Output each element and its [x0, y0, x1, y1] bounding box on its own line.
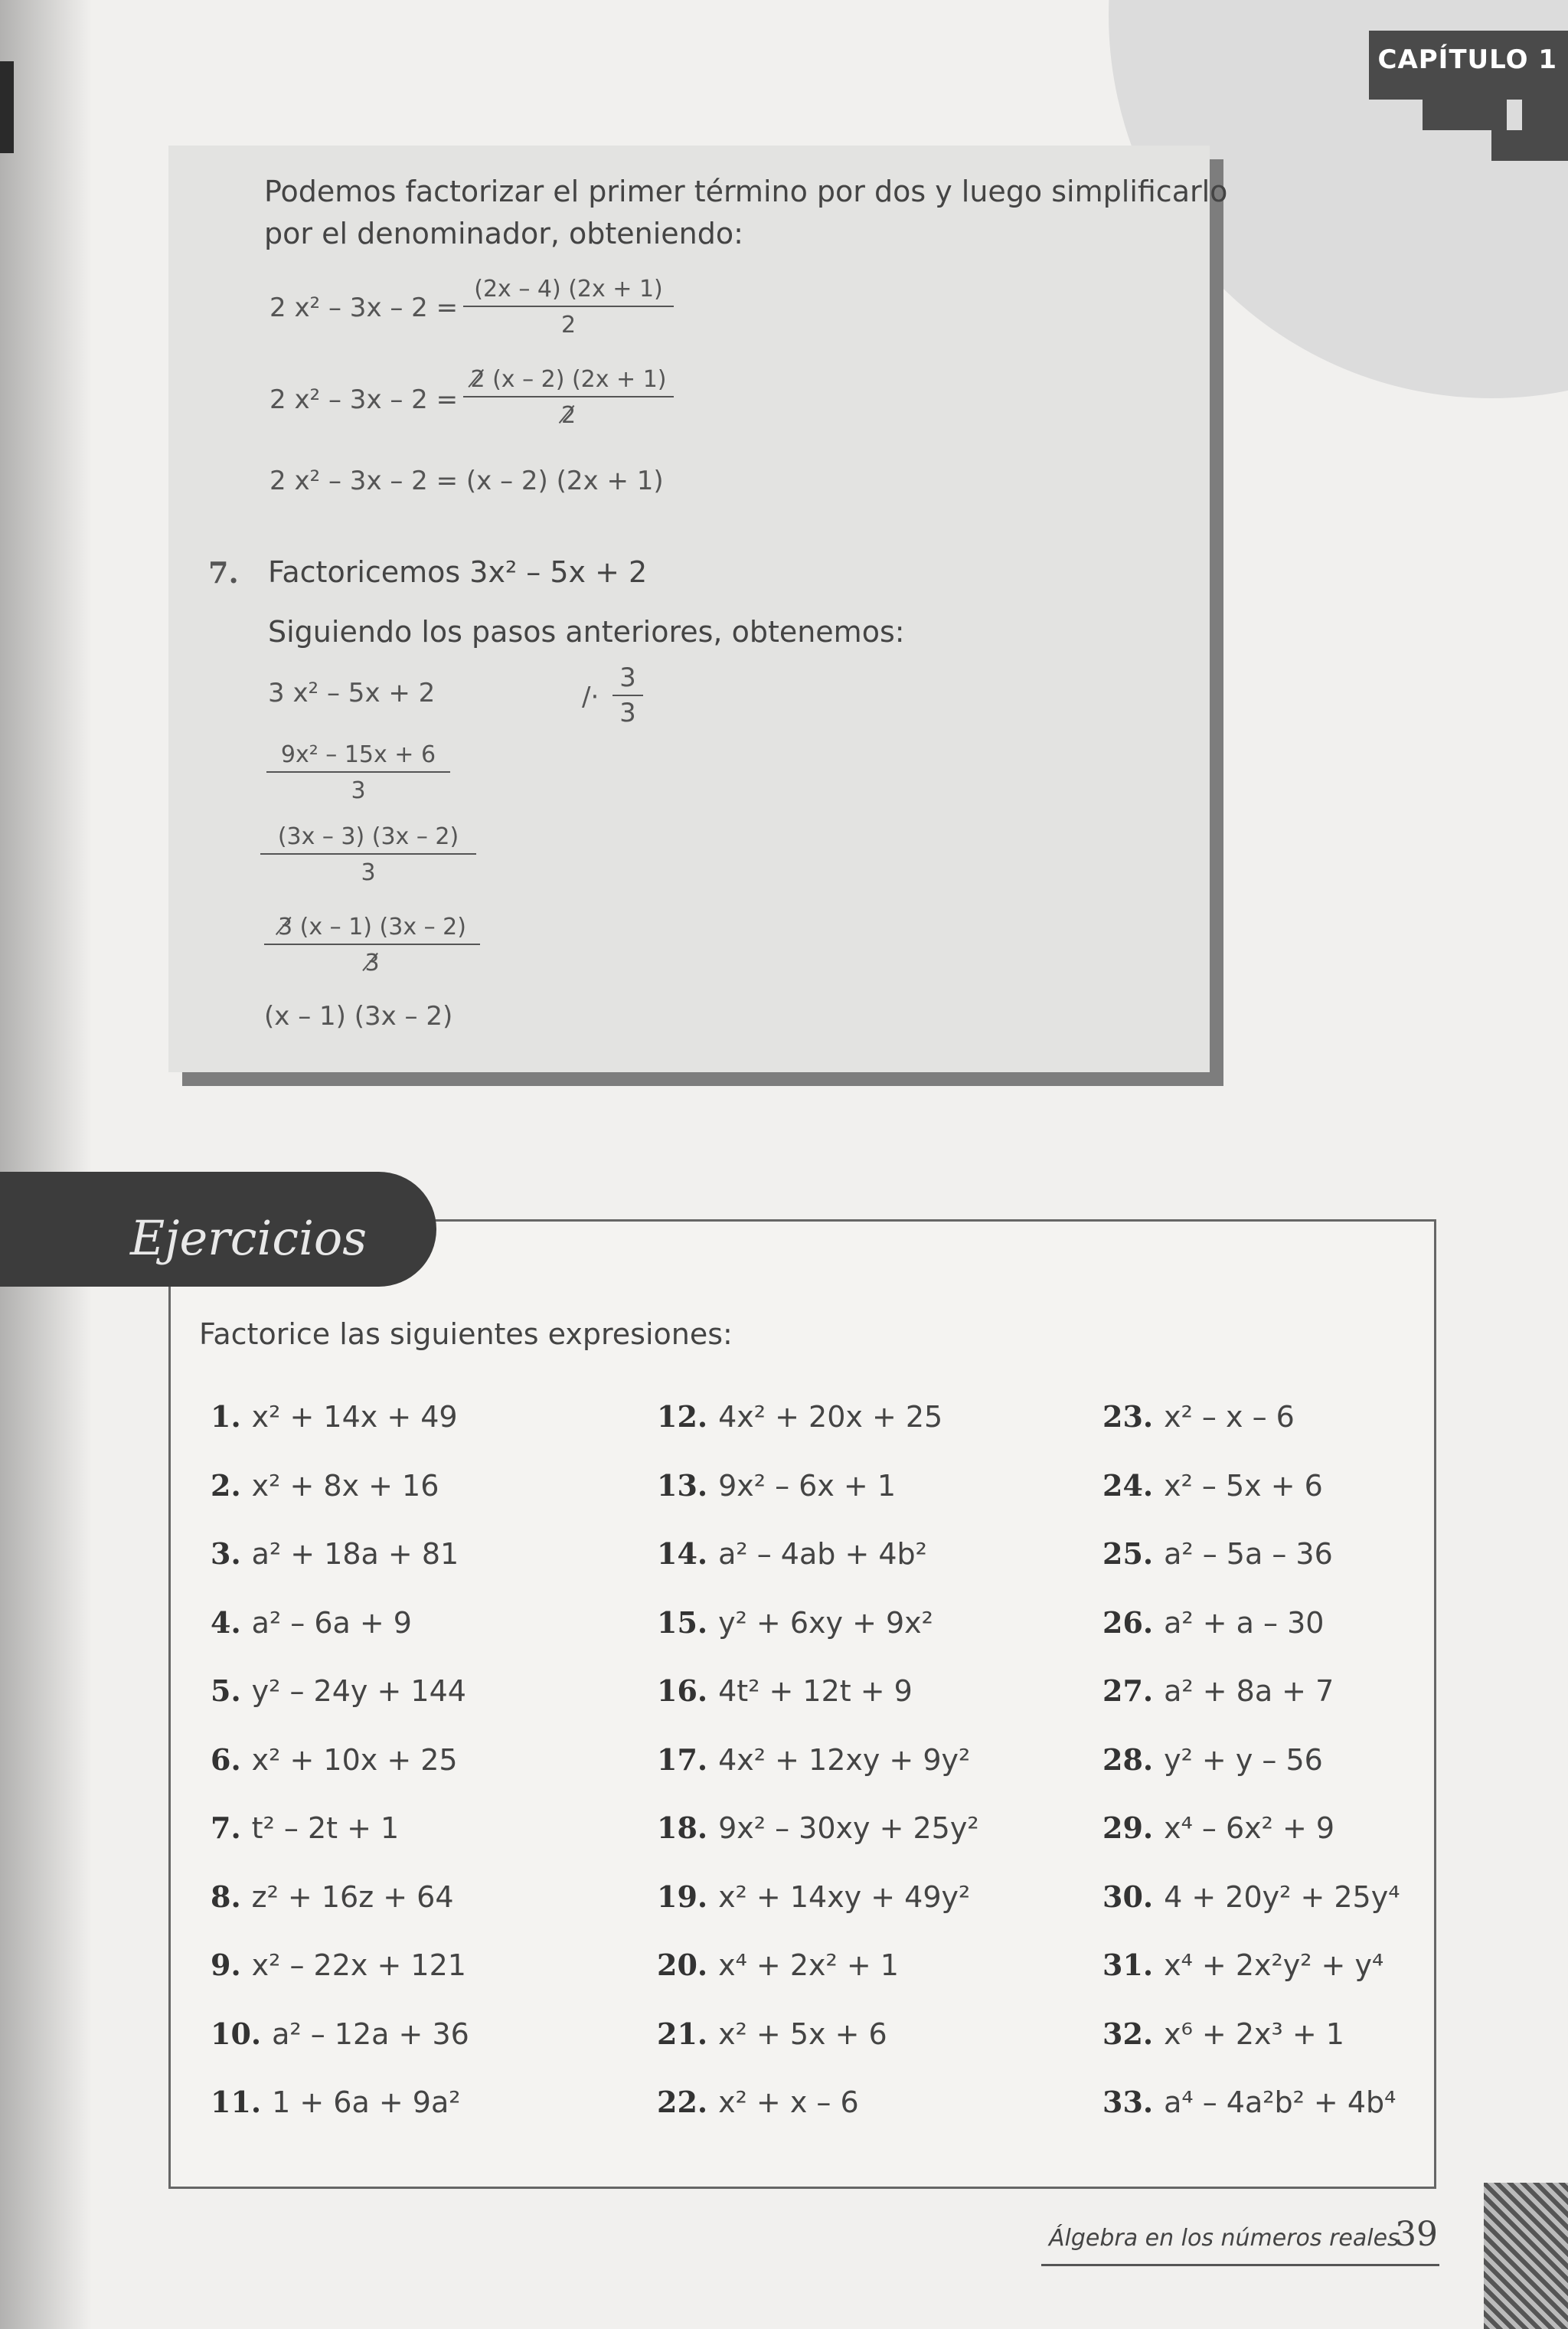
- exercise-expression: 4x² + 12xy + 9y²: [718, 1742, 971, 1777]
- equation-1-fraction: [463, 276, 674, 339]
- exercise-expression: t² – 2t + 1: [251, 1811, 400, 1845]
- exercise-item: [1102, 1811, 1334, 1845]
- exercise-number: 33.: [1102, 2085, 1154, 2119]
- fraction-numerator: 3: [612, 662, 643, 696]
- multiplier-prefix: /·: [582, 682, 599, 712]
- exercise-number: 21.: [657, 2016, 708, 2051]
- exercise-expression: 4t² + 12t + 9: [718, 1674, 913, 1708]
- exercise-number: 15.: [657, 1604, 708, 1640]
- exercise-expression: z² + 16z + 64: [251, 1879, 454, 1914]
- exercise-expression: a⁴ – 4a²b² + 4b⁴: [1164, 2085, 1396, 2119]
- fraction-denominator: 3: [619, 698, 636, 728]
- exercise-expression: y² + y – 56: [1164, 1742, 1323, 1777]
- exercise-expression: y² – 24y + 144: [251, 1674, 466, 1708]
- exercise-expression: x² – 22x + 121: [251, 1948, 466, 1982]
- pixel-decoration: [1491, 130, 1522, 161]
- exercise-item: [1102, 1536, 1333, 1571]
- exercise-item: [657, 1948, 899, 1982]
- exercise-expression: x² + 10x + 25: [251, 1742, 458, 1777]
- pixel-decoration: [1423, 100, 1507, 130]
- exercise-item: [211, 1605, 412, 1640]
- exercise-number: 10.: [211, 2016, 262, 2051]
- exercise-item: [1102, 2017, 1344, 2051]
- equation-1-lhs: 2 x² – 3x – 2 =: [270, 293, 459, 323]
- exercise-number: 22.: [657, 2085, 708, 2119]
- exercise-number: 24.: [1102, 1467, 1154, 1503]
- exercise-number: 3.: [211, 1536, 241, 1571]
- exercise-number: 13.: [657, 1467, 708, 1503]
- exercise-number: 4.: [211, 1604, 241, 1640]
- exercise-number: 19.: [657, 1879, 708, 1914]
- exercise-item: [657, 2017, 887, 2051]
- footer-rule: [1041, 2264, 1439, 2266]
- example-item-subtitle: Siguiendo los pasos anteriores, obtenemos:: [268, 615, 905, 649]
- exercise-item: [211, 1399, 458, 1434]
- exercise-expression: a² – 12a + 36: [272, 2017, 469, 2051]
- exercise-number: 31.: [1102, 1948, 1154, 1982]
- fraction-denominator: 3: [351, 777, 366, 804]
- exercise-expression: 4 + 20y² + 25y⁴: [1164, 1879, 1400, 1914]
- exercise-item: [211, 1879, 454, 1914]
- exercise-item: [211, 1536, 459, 1571]
- exercise-expression: a² – 6a + 9: [251, 1605, 412, 1640]
- example-intro-line1: Podemos factorizar el primer término por dos y luego simplificarlo: [264, 175, 1228, 208]
- example-intro-line2: por el denominador, obteniendo:: [264, 217, 743, 250]
- exercise-item: [211, 2085, 460, 2119]
- pixel-decoration: [1522, 100, 1568, 161]
- exercise-number: 30.: [1102, 1879, 1154, 1914]
- exercise-item: [657, 2085, 859, 2119]
- example-item-number: 7.: [208, 555, 239, 590]
- step-4-fraction: [264, 914, 480, 976]
- equation-2-lhs: 2 x² – 3x – 2 =: [270, 384, 459, 415]
- step-3-fraction: [260, 823, 476, 886]
- exercise-expression: 1 + 6a + 9a²: [272, 2085, 461, 2119]
- equation-3: 2 x² – 3x – 2 = (x – 2) (2x + 1): [270, 466, 664, 496]
- exercise-item: [657, 1605, 933, 1640]
- exercise-number: 11.: [211, 2085, 262, 2119]
- exercise-number: 8.: [211, 1879, 241, 1914]
- exercise-expression: y² + 6xy + 9x²: [718, 1605, 933, 1640]
- exercise-expression: a² + 18a + 81: [251, 1537, 459, 1571]
- exercise-expression: x² – x – 6: [1164, 1400, 1295, 1434]
- exercises-intro: Factorice las siguientes expresiones:: [199, 1317, 733, 1351]
- exercise-item: [1102, 1879, 1400, 1914]
- exercise-number: 18.: [657, 1811, 708, 1845]
- exercise-item: [657, 1742, 970, 1777]
- exercise-number: 17.: [657, 1742, 708, 1777]
- exercise-expression: a² – 4ab + 4b²: [718, 1537, 927, 1571]
- exercise-expression: 9x² – 6x + 1: [718, 1468, 897, 1503]
- exercise-item: [657, 1673, 913, 1708]
- exercise-expression: a² + 8a + 7: [1164, 1674, 1334, 1708]
- exercise-item: [1102, 1605, 1324, 1640]
- exercise-item: [657, 1879, 970, 1914]
- exercise-expression: 4x² + 20x + 25: [718, 1400, 943, 1434]
- exercise-number: 6.: [211, 1742, 241, 1777]
- fraction-denominator: 3: [361, 859, 376, 886]
- exercise-number: 29.: [1102, 1811, 1154, 1845]
- fraction-denominator: 3̸: [364, 950, 380, 976]
- exercise-item: [657, 1536, 927, 1571]
- page-number: 39: [1395, 2215, 1438, 2254]
- exercise-number: 23.: [1102, 1399, 1154, 1434]
- exercise-expression: x⁶ + 2x³ + 1: [1164, 2017, 1344, 2051]
- page-gutter-shadow: [0, 0, 92, 2329]
- exercise-number: 9.: [211, 1948, 241, 1982]
- chapter-label: CAPÍTULO 1: [1377, 44, 1557, 75]
- exercise-number: 27.: [1102, 1673, 1154, 1708]
- example-item-title: Factoricemos 3x² – 5x + 2: [268, 555, 648, 589]
- exercise-item: [1102, 1948, 1383, 1982]
- exercise-number: 1.: [211, 1399, 241, 1434]
- exercise-number: 25.: [1102, 1536, 1154, 1571]
- step-5: (x – 1) (3x – 2): [264, 1001, 453, 1032]
- exercise-number: 26.: [1102, 1604, 1154, 1640]
- exercise-item: [1102, 1742, 1323, 1777]
- footer-title: Álgebra en los números reales: [1049, 2225, 1400, 2252]
- exercise-expression: x² + 8x + 16: [251, 1468, 439, 1503]
- exercise-expression: x⁴ + 2x² + 1: [718, 1948, 899, 1982]
- exercise-item: [211, 1948, 466, 1982]
- exercise-expression: x² – 5x + 6: [1164, 1468, 1323, 1503]
- fraction-numerator: (2x – 4) (2x + 1): [463, 276, 674, 307]
- fraction-denominator: 2̸: [560, 402, 577, 429]
- exercise-item: [657, 1468, 896, 1503]
- exercise-item: [211, 2017, 469, 2051]
- exercise-number: 14.: [657, 1536, 708, 1571]
- exercise-expression: x² + 5x + 6: [718, 2017, 887, 2051]
- exercise-number: 5.: [211, 1673, 241, 1708]
- fraction-numerator: (3x – 3) (3x – 2): [260, 823, 476, 855]
- multiplier-fraction: [612, 662, 643, 728]
- exercise-item: [657, 1811, 979, 1845]
- exercise-number: 7.: [211, 1811, 241, 1845]
- fraction-denominator: 2: [560, 312, 577, 339]
- exercise-expression: x⁴ – 6x² + 9: [1164, 1811, 1335, 1845]
- exercise-item: [211, 1468, 439, 1503]
- exercises-title: Ejercicios: [130, 1210, 368, 1266]
- exercise-item: [1102, 1468, 1323, 1503]
- page-edge: [0, 61, 14, 153]
- fraction-numerator: 9x² – 15x + 6: [266, 741, 450, 773]
- exercise-number: 2.: [211, 1467, 241, 1503]
- exercise-item: [1102, 2085, 1396, 2119]
- exercise-number: 16.: [657, 1673, 708, 1708]
- exercise-number: 28.: [1102, 1742, 1154, 1777]
- step-1: 3 x² – 5x + 2: [268, 678, 436, 708]
- exercise-item: [657, 1399, 942, 1434]
- exercise-number: 20.: [657, 1948, 708, 1982]
- fraction-numerator: 2̸ (x – 2) (2x + 1): [463, 366, 674, 397]
- step-2-fraction: [266, 741, 450, 804]
- fraction-numerator: 3̸ (x – 1) (3x – 2): [264, 914, 480, 945]
- exercise-expression: x² + 14x + 49: [251, 1400, 458, 1434]
- exercise-number: 32.: [1102, 2016, 1154, 2051]
- equation-2-fraction: [463, 366, 674, 429]
- exercise-number: 12.: [657, 1399, 708, 1434]
- corner-texture: [1484, 2183, 1568, 2329]
- exercise-item: [211, 1742, 458, 1777]
- exercise-expression: a² + a – 30: [1164, 1605, 1325, 1640]
- exercise-expression: x² + x – 6: [718, 2085, 859, 2119]
- exercise-expression: x⁴ + 2x²y² + y⁴: [1164, 1948, 1384, 1982]
- exercise-item: [211, 1811, 399, 1845]
- exercise-item: [211, 1673, 466, 1708]
- exercise-item: [1102, 1673, 1334, 1708]
- exercise-expression: a² – 5a – 36: [1164, 1537, 1333, 1571]
- exercise-item: [1102, 1399, 1295, 1434]
- exercise-expression: 9x² – 30xy + 25y²: [718, 1811, 979, 1845]
- exercise-expression: x² + 14xy + 49y²: [718, 1879, 971, 1914]
